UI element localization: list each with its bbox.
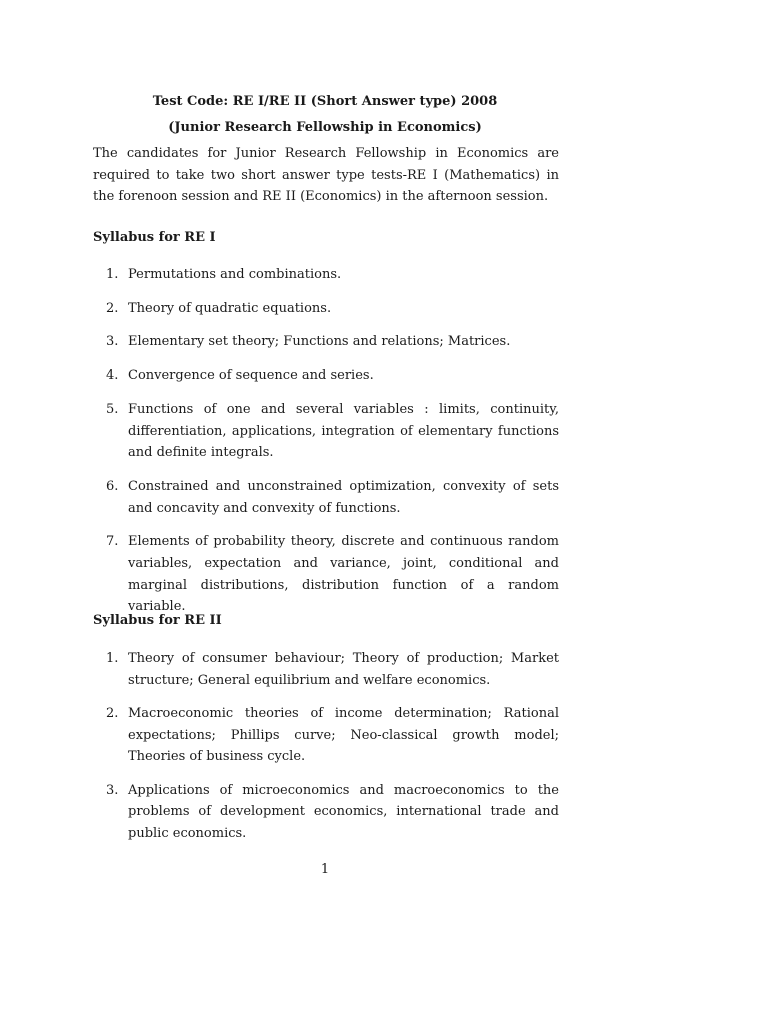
list-item-text: Macroeconomic theories of income determination; Rational expectations; Phillips curve; Neo-classical growth model; Theories of business cycle. (128, 705, 559, 765)
list-item-number: 3. (106, 782, 119, 798)
list-item-text: Theory of quadratic equations. (128, 300, 332, 316)
list-item (93, 331, 559, 353)
list-item-number: 1. (106, 267, 119, 282)
list-item-text: Permutations and combinations. (128, 267, 342, 282)
list-item-number: 2. (106, 705, 119, 721)
section-heading-re2: Syllabus for RE II (93, 613, 222, 628)
document-title: Test Code: RE I/RE II (Short Answer type) 2008 (152, 94, 498, 109)
syllabus-list-re2 (93, 648, 559, 856)
list-item-text: Constrained and unconstrained optimization, convexity of sets and concavity and convexity of functions. (128, 478, 559, 516)
intro-paragraph: The candidates for Junior Research Fellowship in Economics are required to take two short answer type tests-RE I (Mathematics) in the forenoon session and RE II (Economics) in the afternoon session. (93, 146, 559, 205)
syllabus-list-re1 (93, 264, 559, 630)
list-item (93, 476, 559, 519)
list-item-number: 1. (106, 651, 119, 666)
list-item-number: 6. (106, 478, 119, 494)
list-item-number: 3. (106, 334, 119, 350)
list-item (93, 531, 559, 618)
page-number: 1 (320, 862, 330, 877)
document-subtitle: (Junior Research Fellowship in Economics) (168, 120, 482, 135)
list-item (93, 399, 559, 464)
list-item-text: Theory of consumer behaviour; Theory of production; Market structure; General equilibrium and welfare economics. (128, 651, 559, 688)
list-item-text: Elements of probability theory, discrete and continuous random variables, expectation and variance, joint, conditional and marginal distributions, distribution function of a random variable. (128, 534, 559, 615)
list-item (93, 648, 559, 691)
list-item-number: 7. (106, 534, 119, 550)
list-item-text: Elementary set theory; Functions and relations; Matrices. (128, 334, 511, 350)
list-item (93, 264, 559, 286)
list-item-number: 4. (106, 368, 119, 384)
list-item (93, 298, 559, 320)
list-item-text: Applications of microeconomics and macroeconomics to the problems of development economics, international trade and public economics. (128, 782, 559, 841)
list-item-text: Functions of one and several variables : limits, continuity, differentiation, applications, integration of elementary functions and definite integrals. (128, 401, 559, 461)
list-item (93, 365, 559, 387)
section-heading-re1: Syllabus for RE I (93, 230, 216, 245)
list-item-text: Convergence of sequence and series. (128, 368, 374, 384)
list-item (93, 703, 559, 768)
list-item-number: 5. (106, 401, 119, 417)
list-item (93, 780, 559, 845)
list-item-number: 2. (106, 300, 119, 316)
